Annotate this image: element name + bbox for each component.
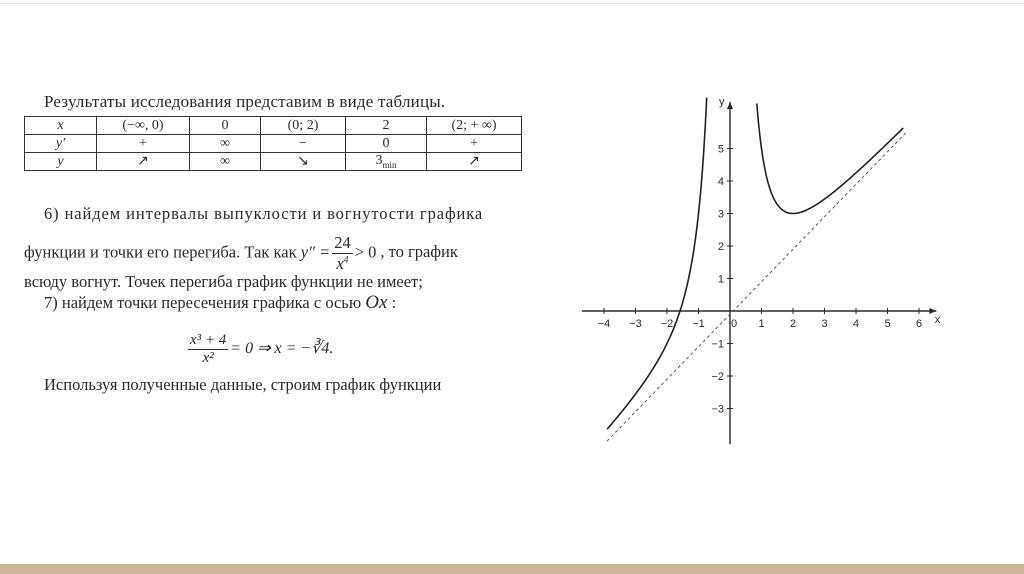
x-tick-label: 2 (789, 318, 797, 330)
greater-than-zero: > 0 (354, 242, 377, 262)
table-cell: ↗ (427, 153, 522, 171)
table-cell-min (346, 153, 427, 171)
step6-line2 (24, 233, 458, 274)
x-tick-label: −3 (629, 318, 642, 330)
table-cell: ∞ (190, 135, 261, 153)
x-tick-label: 0 (730, 318, 738, 330)
y-tick-label: 5 (717, 143, 724, 156)
x-tick-label: −2 (660, 318, 674, 330)
y-axis-label: y (719, 96, 725, 108)
table-cell: (0; 2) (261, 117, 346, 135)
fraction-den-base: x (336, 254, 344, 273)
table-cell: ↗ (97, 153, 190, 171)
table-cell: 0 (190, 117, 261, 135)
y-tick-label: 3 (717, 208, 724, 221)
curve-left-branch (607, 98, 707, 430)
table-cell: y′ (25, 135, 97, 153)
second-derivative-fraction (332, 233, 353, 274)
intro-text: Результаты исследования представим в виде таблицы. (44, 92, 446, 111)
table-row (25, 117, 522, 135)
step7-text: 7) найдем точки пересечения графика с осью (44, 293, 362, 312)
table-cell: − (261, 135, 346, 153)
y-tick-label: −3 (711, 403, 724, 416)
root-formula (186, 332, 333, 367)
results-table (24, 116, 522, 171)
step6-line2-start: функции и точки его перегиба. Так как (24, 242, 297, 262)
fraction-den-exponent: 4 (343, 254, 349, 265)
min-subscript: min (382, 159, 397, 170)
table-cell: ↘ (261, 153, 346, 171)
x-tick-label: 4 (852, 318, 860, 330)
table-cell: + (427, 135, 522, 153)
x-axis-label: x (934, 314, 941, 326)
conclusion-text: Используя полученные данные, строим график функции (44, 375, 442, 394)
formula-fraction (188, 332, 228, 367)
table-cell: (−∞, 0) (97, 117, 190, 135)
curve-right-branch (757, 103, 903, 213)
asymptote-line (607, 132, 906, 441)
x-tick-label: 6 (915, 318, 923, 330)
fraction-denominator (332, 254, 353, 274)
x-tick-label: 1 (758, 318, 765, 330)
y-tick-label: 1 (717, 273, 724, 286)
top-divider (0, 3, 1024, 4)
table-row (25, 153, 522, 171)
table-row (25, 135, 522, 153)
table-cell: 2 (346, 117, 427, 135)
table-cell: 0 (346, 135, 427, 153)
x-tick-label: 5 (884, 318, 891, 330)
min-value: 3 (375, 153, 383, 169)
step6-line3: всюду вогнут. Точек перегиба график функции не имеет; (24, 272, 423, 291)
bottom-accent-bar (0, 564, 1024, 574)
axis-ox: Ox (365, 292, 388, 313)
table-cell: (2; + ∞) (427, 117, 522, 135)
x-tick-label: −4 (597, 318, 611, 330)
step6-line2-end: , то график (380, 242, 458, 262)
table-cell: ∞ (190, 153, 261, 171)
function-graph (560, 86, 950, 458)
step7-line (44, 292, 396, 314)
fraction-numerator: 24 (334, 233, 351, 252)
y-tick-label: −2 (711, 371, 724, 383)
formula-numerator: x³ + 4 (190, 332, 227, 348)
y-tick-label: 4 (717, 176, 724, 188)
x-tick-label: −1 (692, 318, 705, 330)
y-tick-label: −1 (711, 338, 724, 351)
y-tick-label: 2 (717, 241, 724, 253)
second-derivative-label: y″ = (300, 242, 331, 262)
formula-rest: = 0 ⇒ x = −∛4. (230, 340, 334, 358)
y-axis-arrow (727, 102, 733, 109)
table-cell: + (97, 135, 190, 153)
formula-denominator: x² (202, 350, 214, 366)
x-tick-label: 3 (821, 318, 828, 330)
table-cell: y (25, 153, 97, 171)
step6-line1: 6) найдем интервалы выпуклости и вогнутости графика (44, 204, 484, 223)
table-cell: x (25, 117, 97, 135)
step7-colon: : (391, 293, 397, 312)
